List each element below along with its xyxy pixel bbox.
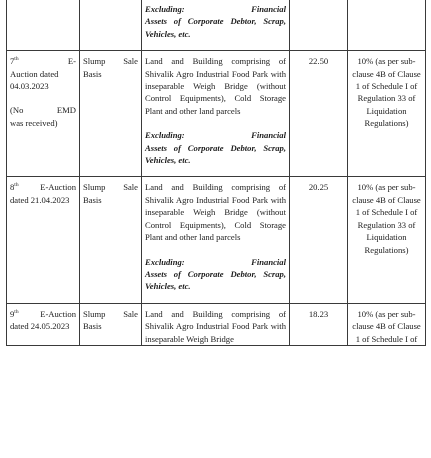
table-row — [7, 303, 426, 345]
basis-cell — [80, 303, 142, 345]
exclusion-note — [145, 3, 286, 40]
exclusion-lead: Excluding: Financial — [145, 130, 286, 141]
asset-description-cell — [142, 303, 290, 345]
auction-event — [10, 308, 76, 333]
table-row — [7, 0, 426, 51]
exclusion-lead: Excluding: Financial — [145, 4, 286, 14]
table-row — [7, 51, 426, 177]
remark-cell — [348, 0, 426, 51]
asset-description: Land and Building comprising of Shivalik Agro Industrial Food Park with inseparable Weigh Bridge (without Control Equipments), Cold Storage Plant and other land parcels — [145, 182, 286, 243]
table-row — [7, 177, 426, 303]
exclusion-note — [145, 256, 286, 293]
sale-basis: Slump Sale Basis — [83, 182, 138, 205]
emd-remark: 10% (as per sub-clause 4B of Clause 1 of Schedule I of — [352, 308, 421, 344]
auction-event-date: dated 24.05.2023 — [10, 321, 70, 332]
remark-cell — [348, 177, 426, 303]
reserve-price: 18.23 — [308, 308, 329, 319]
auction-event-date: dated 21.04.2023 — [10, 194, 70, 205]
event-cell — [7, 303, 80, 345]
emd-note-first: (No EMD — [10, 105, 76, 116]
exclusion-rest: Assets of Corporate Debtor, Scrap, Vehicles, etc. — [145, 142, 286, 166]
reserve-price-cell — [290, 177, 348, 303]
asset-description-cell — [142, 0, 290, 51]
event-cell — [7, 51, 80, 177]
reserve-price-cell — [290, 0, 348, 51]
exclusion-lead: Excluding: Financial — [145, 256, 286, 267]
auction-event-first-line: 8th E-Auction — [10, 182, 76, 193]
exclusion-rest: Assets of Corporate Debtor, Scrap, Vehicles, etc. — [145, 16, 286, 39]
exclusion-note — [145, 129, 286, 166]
auction-schedule-table — [6, 0, 426, 346]
event-cell — [7, 177, 80, 303]
asset-description-cell — [142, 177, 290, 303]
basis-cell — [80, 0, 142, 51]
emd-remark: 10% (as per sub-clause 4B of Clause 1 of Schedule I of Regulation 33 of Liquidation Regulations) — [352, 56, 421, 129]
exclusion-rest: Assets of Corporate Debtor, Scrap, Vehicles, etc. — [145, 268, 286, 292]
remark-cell — [348, 303, 426, 345]
auction-event-first-line: 9th E-Auction — [10, 308, 76, 319]
reserve-price-cell — [290, 303, 348, 345]
sale-basis: Slump Sale Basis — [83, 308, 138, 332]
asset-description-cell — [142, 51, 290, 177]
reserve-price: 20.25 — [308, 182, 329, 193]
basis-cell — [80, 51, 142, 177]
auction-event — [10, 55, 76, 92]
auction-event — [10, 181, 76, 206]
remark-cell — [348, 51, 426, 177]
sale-basis: Slump Sale Basis — [83, 56, 138, 79]
emd-note-rest: was received) — [10, 117, 58, 128]
basis-cell — [80, 177, 142, 303]
reserve-price-cell — [290, 51, 348, 177]
reserve-price: 22.50 — [308, 56, 329, 67]
emd-remark: 10% (as per sub-clause 4B of Clause 1 of Schedule I of Regulation 33 of Liquidation Regulations) — [352, 182, 421, 255]
auction-event-date: Auction dated 04.03.2023 — [10, 68, 59, 92]
asset-description: Land and Building comprising of Shivalik Agro Industrial Food Park with inseparable Weigh Bridge — [145, 308, 286, 344]
auction-event-first-line: 7th E- — [10, 56, 76, 67]
event-cell — [7, 0, 80, 51]
asset-description: Land and Building comprising of Shivalik Agro Industrial Food Park with inseparable Weigh Bridge (without Control Equipments), Cold Storage Plant and other land parcels — [145, 56, 286, 116]
